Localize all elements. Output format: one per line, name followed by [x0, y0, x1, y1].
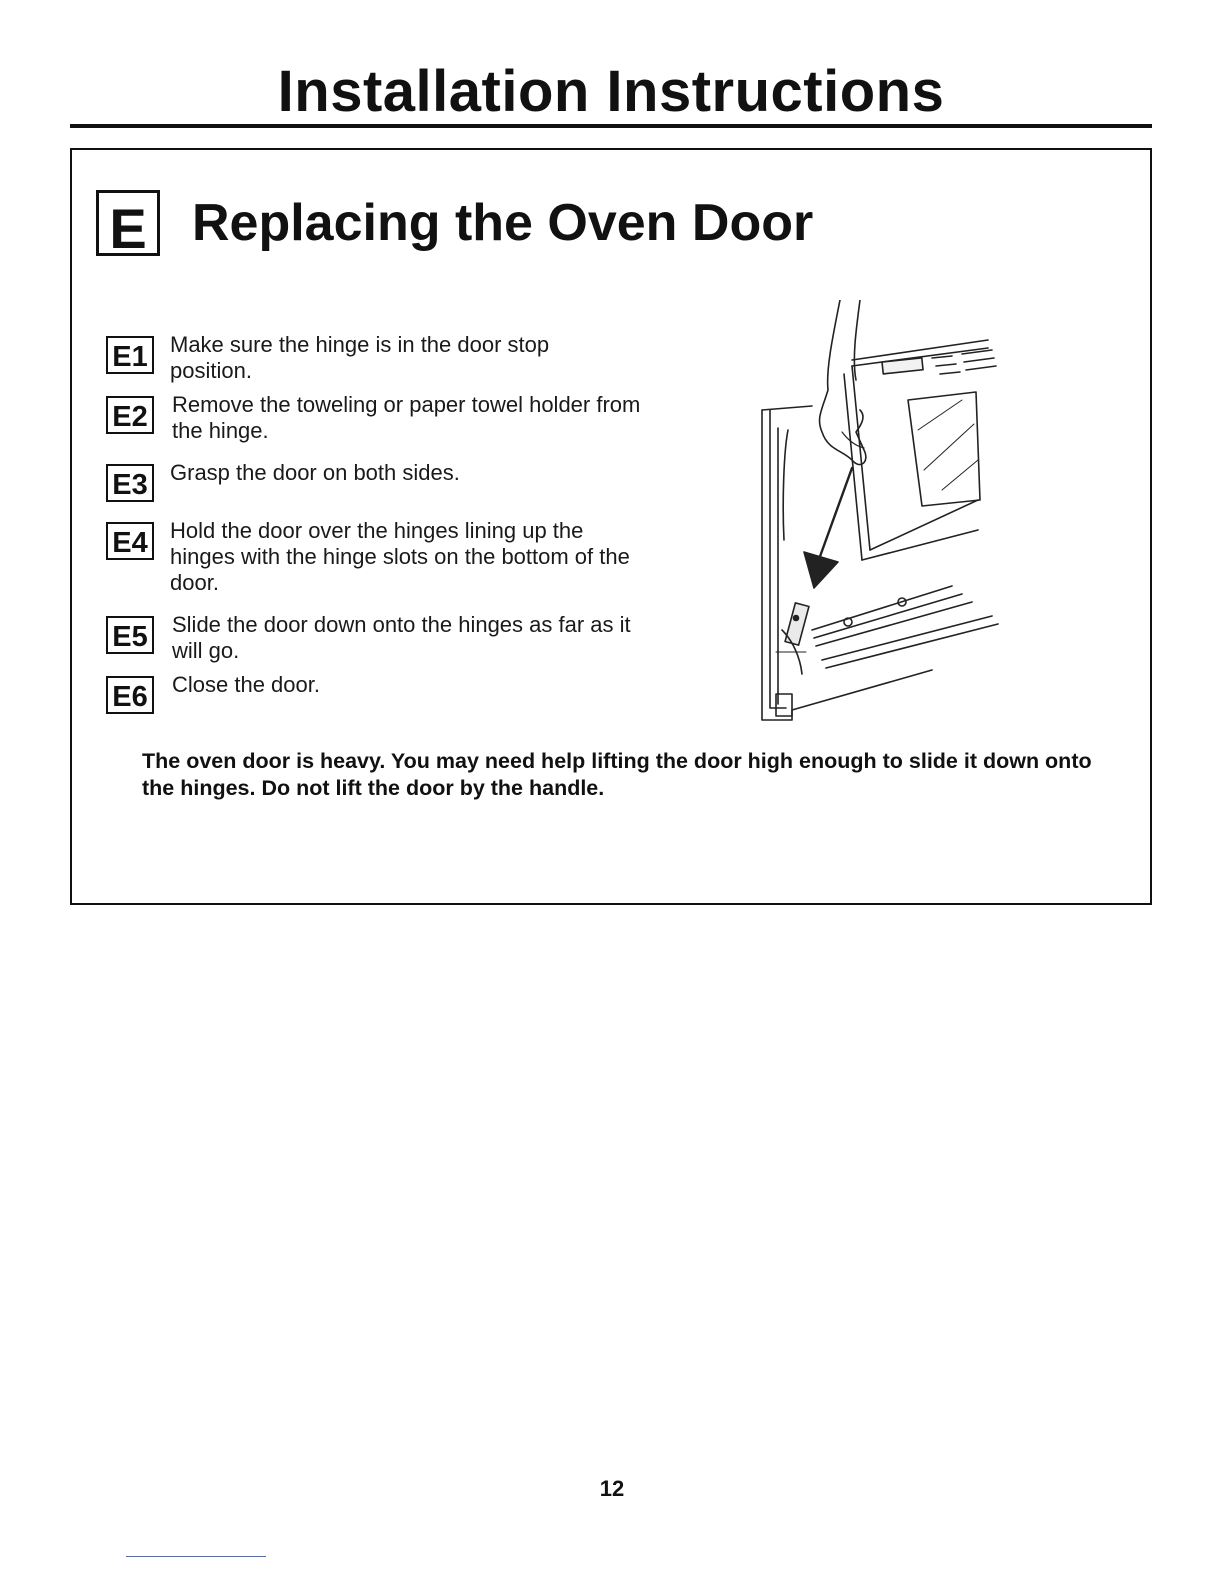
step-badge: E4 — [106, 522, 154, 560]
step-badge: E2 — [106, 396, 154, 434]
step-text: Close the door. — [172, 672, 320, 697]
instruction-panel — [70, 148, 1152, 905]
step-badge: E1 — [106, 336, 154, 374]
page-header — [70, 56, 1152, 128]
step-text: Remove the toweling or paper towel holder from the hinge. — [172, 392, 641, 443]
footer-divider — [126, 1556, 266, 1557]
step-text: Hold the door over the hinges lining up the hinges with the hinge slots on the bottom of the door. — [170, 518, 630, 595]
step-text: Grasp the door on both sides. — [170, 460, 460, 485]
hand — [820, 300, 866, 465]
step-badge: E5 — [106, 616, 154, 654]
step-text: Slide the door down onto the hinges as far as it will go. — [172, 612, 631, 663]
section-title: Replacing the Oven Door — [192, 194, 814, 252]
step-text: Make sure the hinge is in the door stop position. — [170, 332, 550, 383]
step-badge: E6 — [106, 676, 154, 714]
direction-arrow — [818, 468, 852, 562]
page-number: 12 — [599, 1476, 625, 1501]
section-letter-badge: E — [96, 190, 160, 256]
page-title: Installation Instructions — [277, 59, 945, 124]
oven-door-illustration — [752, 300, 1052, 725]
step-badge: E3 — [106, 464, 154, 502]
warning-note: The oven door is heavy. You may need help lifting the door high enough to slide it down onto the hinges. Do not lift the door by the handle. — [142, 749, 1092, 800]
